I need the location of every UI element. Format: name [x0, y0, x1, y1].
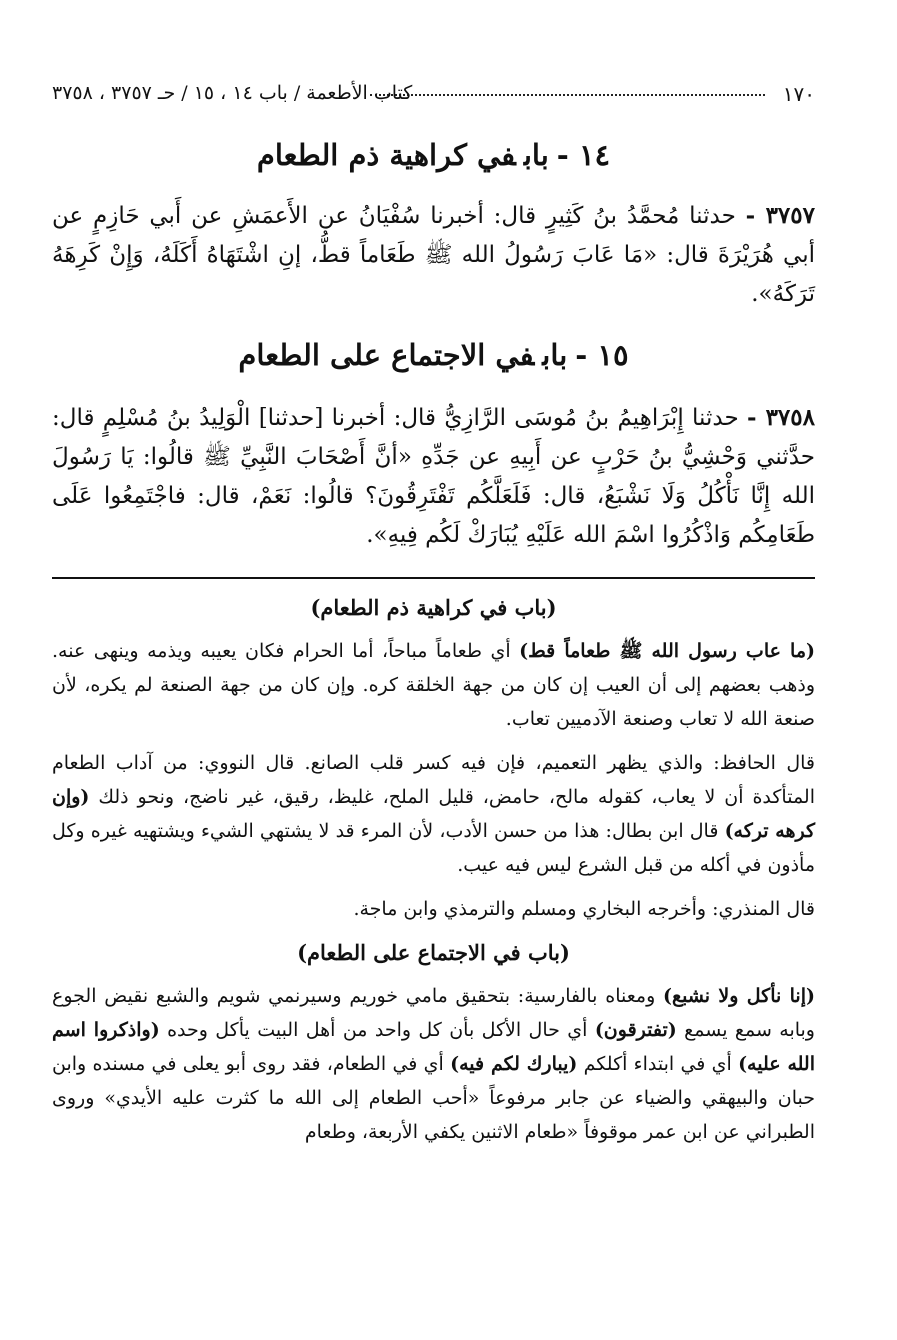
commentary-paragraph: [52, 979, 815, 1149]
hadith-number: ٣٧٥٧ -: [745, 202, 815, 229]
section-word: باب: [542, 338, 568, 372]
commentary-lemma: (واذكروا اسم الله عليه): [52, 1019, 815, 1075]
section-number: ١٥ -: [575, 338, 629, 372]
commentary-paragraph: [52, 746, 815, 882]
commentary-text: قال ابن بطال: هذا من حسن الأدب، لأن المرء قد لا يشتهي الشيء ويشتهيه غيره وكل مأذون في أكله من قبل الشرع ليس فيه عيب.: [52, 820, 815, 876]
commentary-text: ومعناه بالفارسية: بتحقيق مامي خوريم وسيرنمي شويم والشبع نقيض الجوع وبابه سمع يسمع: [52, 985, 815, 1041]
hadith-text: حدثنا مُحمَّدُ بنُ كَثِيرٍ قال: أخبرنا سُفْيَانُ عن الأَعمَشِ عن أَبي حَازِمٍ عن أبي هُرَيْرَةَ قال: «مَا عَابَ رَسُولُ الله ﷺ طَعَاماً قطُّ، إنِ اشْتَهَاهُ أَكَلَهُ، وَإِنْ كَرِهَهُ تَرَكَهُ».: [52, 203, 815, 307]
commentary-lemma: (يبارك لكم فيه): [450, 1053, 578, 1075]
section-number: ١٤ -: [556, 138, 611, 172]
section-title: في كراهية ذم الطعام: [256, 138, 516, 172]
section-heading-15: [52, 338, 815, 372]
hadith-text: حدثنا إِبْرَاهِيمُ بنُ مُوسَى الرَّازِيُّ قال: أخبرنا [حدثنا] الْوَلِيدُ بنُ مُسْلِمٍ قال: حدَّثني وَحْشِيُّ بنُ حَرْبٍ عن أَبِيهِ عن جَدِّهِ «أنَّ أَصْحَابَ النَّبِيِّ ﷺ قالُوا: يَا رَسُولَ الله إِنَّا نَأْكُلُ وَلَا نَشْبَعُ، قال: فَلَعَلَّكُم تَفْتَرِقُونَ؟ قالُوا: نَعَمْ، قال: فاجْتَمِعُوا عَلَى طَعَامِكُم وَاذْكُرُوا اسْمَ الله عَلَيْهِ يُبَارَكْ لَكُم فِيهِ».: [52, 405, 815, 548]
commentary-lemma: (وإن كرهه تركه): [52, 786, 816, 842]
running-head: [52, 82, 815, 114]
commentary-lemma: (ما عاب رسول الله ﷺ طعاماً قط): [519, 640, 815, 662]
commentary-text: أي حال الأكل بأن كل واحد من أهل البيت يأكل وحده: [159, 1019, 595, 1041]
commentary-text: أي طعاماً مباحاً، أما الحرام فكان يعيبه ويذمه وينهى عنه. وذهب بعضهم إلى أن العيب إن كان من جهة الخلقة كره. وإن كان من جهة الصنعة لم يكره، لأن صنعة الله لا تعاب وصنعة الآدميين تعاب.: [52, 640, 816, 730]
hadith-3757: [52, 196, 815, 314]
hadith-3758: [52, 398, 815, 555]
commentary-heading: (باب في الاجتماع على الطعام): [297, 940, 570, 965]
dotted-leader: [370, 94, 765, 96]
commentary-paragraph: قال المنذري: وأخرجه البخاري ومسلم والترمذي وابن ماجة.: [353, 898, 815, 920]
commentary-paragraph: [52, 634, 815, 736]
running-title: كتاب الأطعمة / باب ١٤ ، ١٥ / حـ ٣٧٥٧ ، ٣٧٥٨: [52, 82, 413, 104]
commentary-text: أي في ابتداء أكلكم: [577, 1053, 739, 1075]
commentary-lemma: (إنا نأكل ولا نشبع): [663, 985, 815, 1007]
section-title: في الاجتماع على الطعام: [238, 338, 535, 372]
book-page: [52, 82, 815, 1320]
commentary-lemma: (تفترقون): [594, 1019, 677, 1041]
footnote-divider: [52, 577, 815, 579]
commentary-text: قال الحافظ: والذي يظهر التعميم، فإن فيه كسر قلب الصانع. قال النووي: من آداب الطعام المتأكدة أن لا يعاب، كقوله مالح، حامض، قليل الملح، غليظ، رقيق، غير ناضج، ونحو ذلك: [52, 752, 815, 808]
hadith-number: ٣٧٥٨ -: [747, 404, 815, 431]
section-heading-14: [52, 138, 815, 172]
section-word: باب: [523, 138, 549, 172]
page-number: ١٧٠: [782, 82, 815, 106]
commentary-heading: (باب في كراهية ذم الطعام): [310, 595, 557, 620]
commentary-text: أي في الطعام، فقد روى أبو يعلى في مسنده وابن حبان والبيهقي والضياء عن جابر مرفوعاً «أحب الطعام إلى الله ما كثرت عليه الأيدي» وروى الطبراني عن ابن عمر موقوفاً «طعام الاثنين يكفي الأربعة، وطعام: [52, 1053, 815, 1143]
